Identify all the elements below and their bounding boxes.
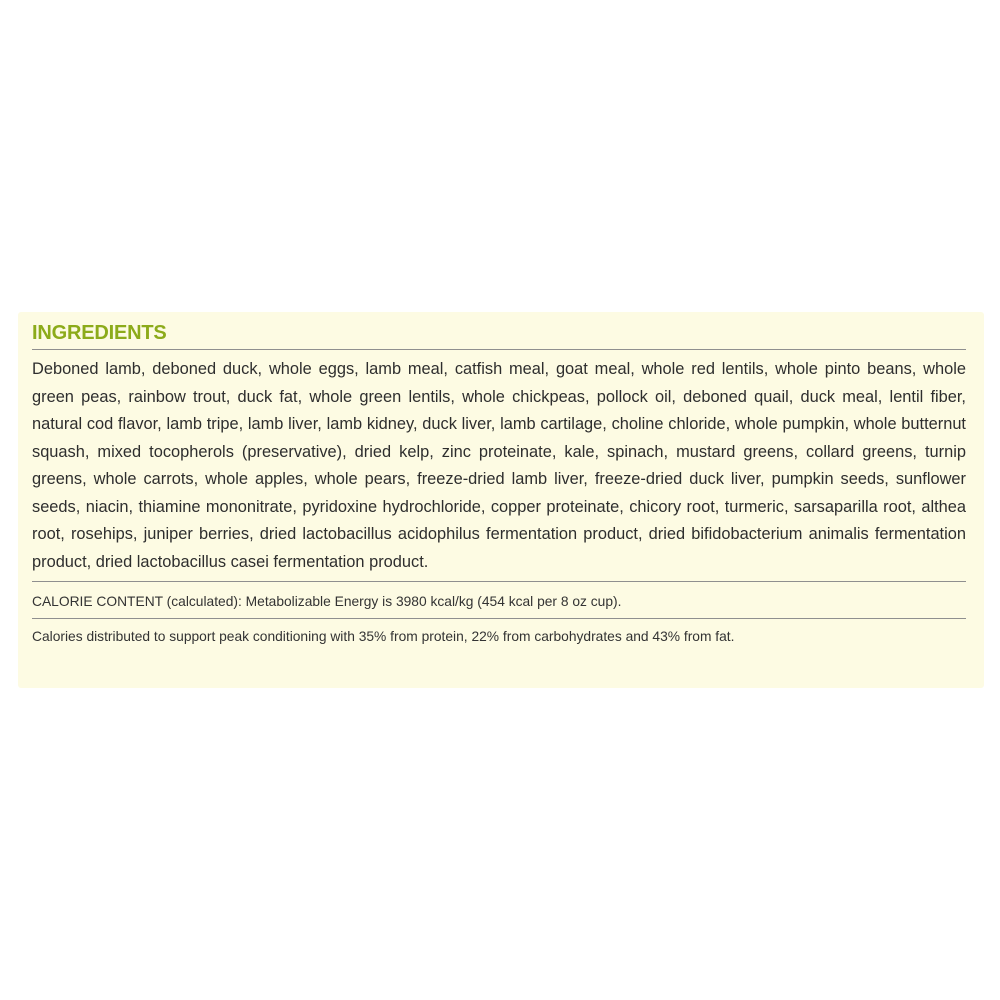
calorie-content: CALORIE CONTENT (calculated): Metabolizable Energy is 3980 kcal/kg (454 kcal per 8 oz cup). [32, 582, 966, 619]
ingredients-heading: INGREDIENTS [32, 320, 966, 350]
calorie-distribution: Calories distributed to support peak conditioning with 35% from protein, 22% from carbohydrates and 43% from fat. [32, 629, 735, 644]
ingredients-panel [18, 312, 984, 688]
ingredients-list: Deboned lamb, deboned duck, whole eggs, lamb meal, catfish meal, goat meal, whole red lentils, whole pinto beans, whole green peas, rainbow trout, duck fat, whole green lentils, whole chickpeas, pollock oil, deboned quail, duck meal, lentil fiber, natural cod flavor, lamb tripe, lamb liver, lamb kidney, duck liver, lamb cartilage, choline chloride, whole pumpkin, whole butternut squash, mixed tocopherols (preservative), dried kelp, zinc proteinate, kale, spinach, mustard greens, collard greens, turnip greens, whole carrots, whole apples, whole pears, freeze-dried lamb liver, freeze-dried duck liver, pumpkin seeds, sunflower seeds, niacin, thiamine mononitrate, pyridoxine hydrochloride, copper proteinate, chicory root, turmeric, sarsaparilla root, althea root, rosehips, juniper berries, dried lactobacillus acidophilus fermentation product, dried bifidobacterium animalis fermentation product, dried lactobacillus casei fermentation product. [32, 350, 966, 582]
